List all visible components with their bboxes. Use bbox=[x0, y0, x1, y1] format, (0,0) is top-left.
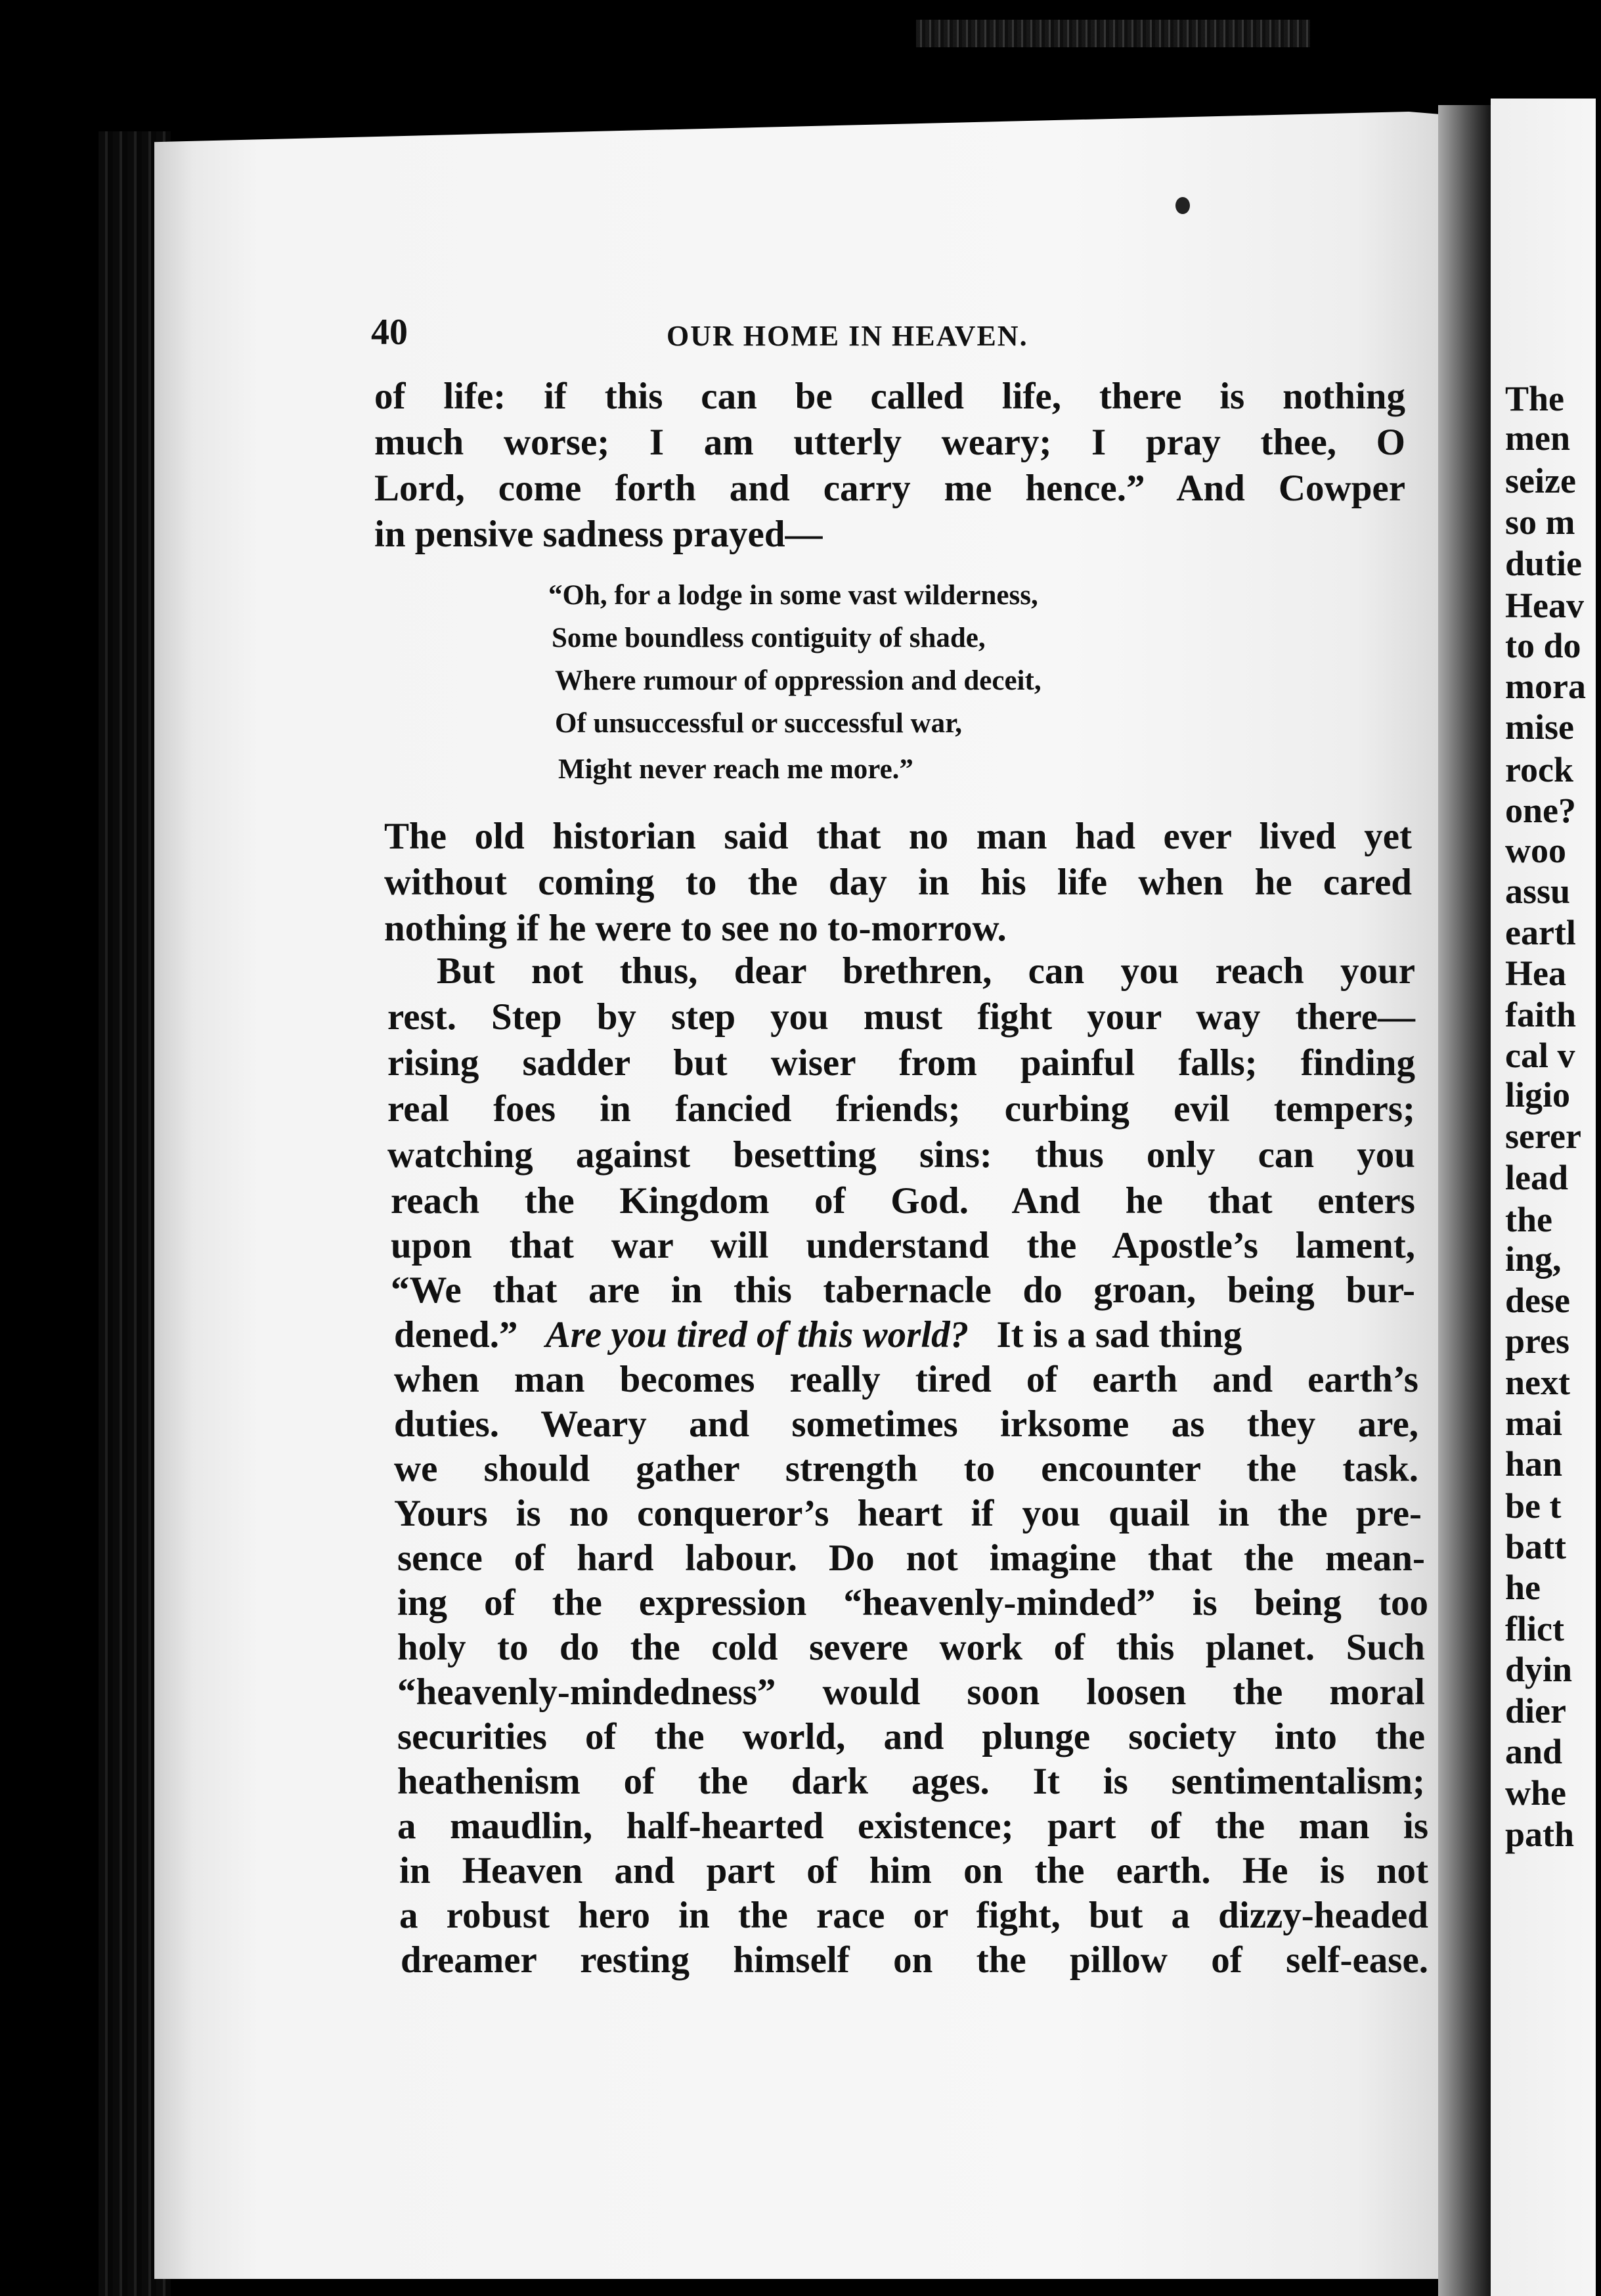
running-title: OUR HOME IN HEAVEN. bbox=[667, 320, 1028, 352]
facing-page-line: dutie bbox=[1505, 544, 1583, 583]
text-line: duties. Weary and sometimes irksome as they are, bbox=[394, 1403, 1418, 1445]
facing-page-line: batt bbox=[1505, 1527, 1566, 1566]
facing-page-line: next bbox=[1505, 1363, 1570, 1402]
text-line: in pensive sadness prayed— bbox=[374, 514, 823, 555]
facing-page-line: mora bbox=[1505, 667, 1586, 706]
facing-page-line: mai bbox=[1505, 1403, 1562, 1443]
verse-line: Where rumour of oppression and deceit, bbox=[555, 665, 1042, 696]
text-line: securities of the world, and plunge society into the bbox=[397, 1716, 1425, 1757]
facing-page-line: and bbox=[1505, 1732, 1563, 1771]
text-line: holy to do the cold severe work of this planet. Such bbox=[397, 1627, 1425, 1668]
facing-page-line: one? bbox=[1505, 791, 1576, 830]
text-line: upon that war will understand the Apostle’s lament, bbox=[391, 1225, 1415, 1266]
verse-line: Might never reach me more.” bbox=[558, 754, 913, 785]
text-fragment: dened.” bbox=[394, 1314, 518, 1356]
facing-page-line: path bbox=[1505, 1815, 1575, 1854]
text-line: in Heaven and part of him on the earth. He is not bbox=[399, 1850, 1428, 1891]
facing-page-line: The bbox=[1505, 379, 1565, 418]
text-line: heathenism of the dark ages. It is sentimentalism; bbox=[397, 1761, 1425, 1802]
text-line: when man becomes really tired of earth and earth’s bbox=[394, 1359, 1418, 1400]
text-line: But not thus, dear brethren, can you reach your bbox=[437, 950, 1415, 992]
text-line: “We that are in this tabernacle do groan, being bur- bbox=[391, 1269, 1415, 1311]
facing-page-line: dier bbox=[1505, 1691, 1566, 1731]
facing-page-line: eartl bbox=[1505, 913, 1576, 952]
facing-page-line: he bbox=[1505, 1568, 1541, 1607]
scan-right-edge bbox=[1596, 99, 1601, 2296]
facing-page-edge bbox=[1491, 99, 1601, 2296]
text-line: Lord, come forth and carry me hence.” And Cowper bbox=[374, 468, 1405, 509]
text-line: watching against besetting sins: thus only can you bbox=[387, 1134, 1415, 1176]
facing-page-line: lead bbox=[1505, 1158, 1569, 1197]
facing-page-line: faith bbox=[1505, 995, 1576, 1034]
text-line: nothing if he were to see no to-morrow. bbox=[384, 908, 1007, 949]
text-line: of life: if this can be called life, there is nothing bbox=[374, 376, 1405, 417]
facing-page-line: woo bbox=[1505, 831, 1566, 870]
facing-page-line: flict bbox=[1505, 1609, 1564, 1648]
scan-artifact-bar bbox=[916, 20, 1310, 47]
text-line: much worse; I am utterly weary; I pray thee, O bbox=[374, 422, 1405, 463]
facing-page-line: whe bbox=[1505, 1773, 1566, 1813]
page-number: 40 bbox=[371, 312, 408, 353]
text-line-mixed bbox=[394, 1316, 1418, 1354]
facing-page-line: so m bbox=[1505, 502, 1575, 542]
facing-page-line: assu bbox=[1505, 872, 1571, 911]
ink-speck bbox=[1175, 197, 1190, 214]
verse-line: Of unsuccessful or successful war, bbox=[555, 708, 962, 739]
text-line: without coming to the day in his life when he cared bbox=[384, 862, 1412, 903]
verse-line: Some boundless contiguity of shade, bbox=[552, 623, 986, 653]
facing-page-line: seize bbox=[1505, 461, 1576, 500]
text-line: ing of the expression “heavenly-minded” is being too bbox=[397, 1582, 1428, 1623]
book-gutter-shadow bbox=[1438, 105, 1497, 2296]
facing-page-line: rock bbox=[1505, 750, 1573, 789]
facing-page-line: Heav bbox=[1505, 586, 1584, 625]
italic-question: Are you tired of this world? bbox=[545, 1314, 969, 1356]
text-line: rest. Step by step you must fight your way there— bbox=[387, 996, 1415, 1038]
facing-page-line: Hea bbox=[1505, 954, 1566, 993]
facing-page-line: to do bbox=[1505, 626, 1581, 665]
verse-line: “Oh, for a lodge in some vast wilderness, bbox=[548, 580, 1038, 611]
text-fragment: It is a sad thing bbox=[996, 1314, 1242, 1356]
facing-page-line: cal v bbox=[1505, 1036, 1575, 1075]
facing-page-line: pres bbox=[1505, 1321, 1570, 1361]
facing-page-line: the bbox=[1505, 1200, 1552, 1239]
facing-page-line: dese bbox=[1505, 1281, 1570, 1320]
facing-page-line: han bbox=[1505, 1444, 1563, 1484]
text-line: real foes in fancied friends; curbing evil tempers; bbox=[387, 1088, 1415, 1130]
text-line: a maudlin, half-hearted existence; part of the man is bbox=[397, 1805, 1428, 1847]
facing-page-line: serer bbox=[1505, 1116, 1581, 1156]
facing-page-line: mise bbox=[1505, 707, 1574, 747]
text-line: rising sadder but wiser from painful falls; finding bbox=[387, 1042, 1415, 1084]
text-line: we should gather strength to encounter the task. bbox=[394, 1448, 1418, 1490]
text-line: reach the Kingdom of God. And he that enters bbox=[391, 1180, 1415, 1222]
text-line: The old historian said that no man had ever lived yet bbox=[384, 816, 1412, 857]
text-line: sence of hard labour. Do not imagine that the mean- bbox=[397, 1537, 1425, 1579]
facing-page-line: dyin bbox=[1505, 1650, 1573, 1689]
facing-page-line: ing, bbox=[1505, 1239, 1562, 1279]
text-line: a robust hero in the race or fight, but a dizzy-headed bbox=[399, 1895, 1428, 1936]
text-line: Yours is no conqueror’s heart if you quail in the pre- bbox=[394, 1493, 1422, 1534]
facing-page-line: be t bbox=[1505, 1486, 1562, 1526]
facing-page-line: ligio bbox=[1505, 1075, 1571, 1115]
facing-page-line: men bbox=[1505, 418, 1570, 458]
text-line: dreamer resting himself on the pillow of self-ease. bbox=[401, 1939, 1428, 1981]
text-line: “heavenly-mindedness” would soon loosen the moral bbox=[397, 1671, 1425, 1713]
running-head bbox=[371, 311, 1251, 351]
